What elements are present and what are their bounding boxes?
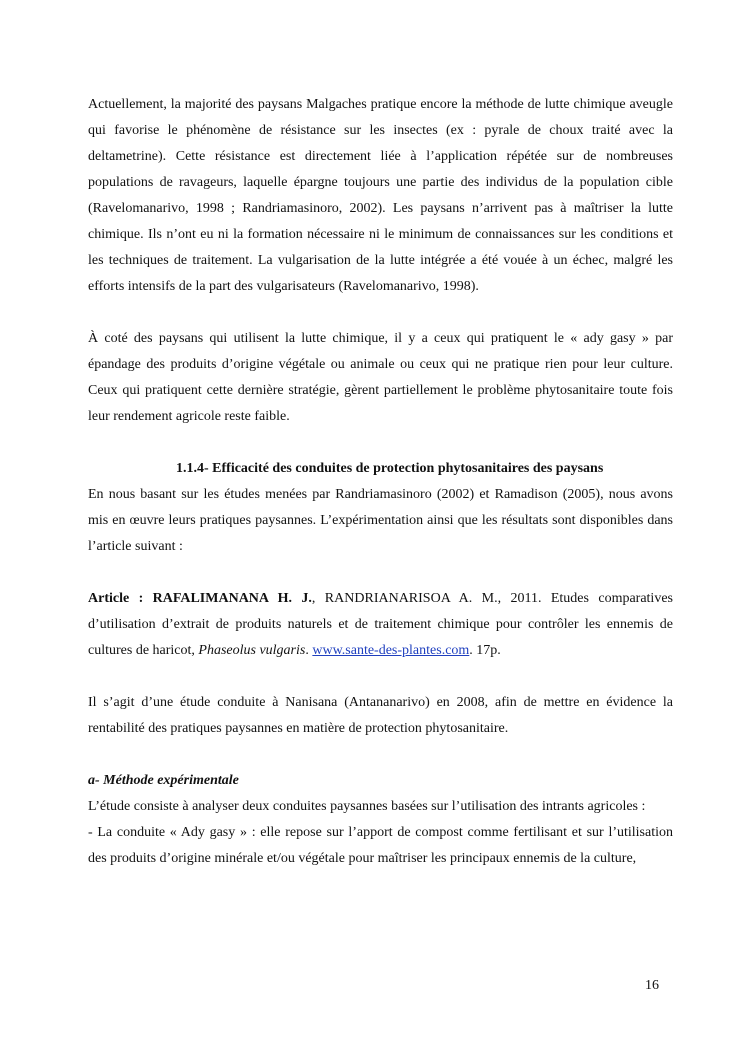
article-reference bbox=[88, 586, 673, 664]
article-text-2: . bbox=[305, 643, 313, 658]
paragraph-chemical-control: Actuellement, la majorité des paysans Malgaches pratique encore la méthode de lutte chimique aveugle qui favorise le phénomène de résistance sur les insectes (ex : pyrale de choux traité avec la deltametrine). Cette résistance est directement liée à l’application répétée sur de nombreuses populations de ravageurs, laquelle épargne toujours une partie des individus de la population cible (Ravelomanarivo, 1998 ; Randriamasinoro, 2002). Les paysans n’arrivent pas à maîtriser la lutte chimique. Ils n’ont eu ni la formation nécessaire ni le minimum de connaissances sur les conditions et les techniques de traitement. La vulgarisation de la lutte intégrée a été vouée à un échec, malgré les efforts intensifs de la part des vulgarisateurs (Ravelomanarivo, 1998). bbox=[88, 97, 673, 294]
article-species: Phaseolus vulgaris bbox=[198, 643, 306, 658]
spacer bbox=[88, 742, 673, 768]
spacer bbox=[88, 560, 673, 586]
article-text-3: . 17p. bbox=[469, 643, 501, 658]
paragraph-ady-gasy-conduct: - La conduite « Ady gasy » : elle repose sur l’apport de compost comme fertilisant et sur l’utilisation des produits d’origine minérale et/ou végétale pour maîtriser les principaux ennemis de la culture, bbox=[88, 825, 673, 866]
page-number: 16 bbox=[645, 978, 659, 993]
spacer bbox=[88, 664, 673, 690]
article-label: Article : RAFALIMANANA H. J. bbox=[88, 591, 312, 606]
paragraph-ady-gasy: À coté des paysans qui utilisent la lutte chimique, il y a ceux qui pratiquent le « ady gasy » par épandage des produits d’origine végétale ou animale ou ceux qui ne pratique rien pour leur culture. Ceux qui pratiquent cette dernière stratégie, gèrent partiellement le problème phytosanitaire toute fois leur rendement agricole reste faible. bbox=[88, 331, 673, 424]
section-heading: 1.1.4- Efficacité des conduites de protection phytosanitaires des paysans bbox=[176, 461, 604, 476]
paragraph-method: L’étude consiste à analyser deux conduites paysannes basées sur l’utilisation des intrants agricoles : bbox=[88, 799, 646, 814]
article-text-1: , RANDRIANARISOA A. M., 2011. Etudes comparatives d’utilisation d’extrait de produits naturels et de traitement chimique pour contrôler les ennemis de cultures de haricot, bbox=[88, 591, 673, 658]
subheading-method: a- Méthode expérimentale bbox=[88, 773, 239, 788]
spacer bbox=[88, 300, 673, 326]
document-page bbox=[88, 92, 673, 872]
paragraph-studies: En nous basant sur les études menées par Randriamasinoro (2002) et Ramadison (2005), nous avons mis en œuvre leurs pratiques paysannes. L’expérimentation ainsi que les résultats sont disponibles dans l’article suivant : bbox=[88, 487, 673, 554]
paragraph-study-location: Il s’agit d’une étude conduite à Nanisana (Antananarivo) en 2008, afin de mettre en évidence la rentabilité des pratiques paysannes en matière de protection phytosanitaire. bbox=[88, 695, 673, 736]
spacer bbox=[88, 430, 673, 456]
article-link[interactable]: www.sante-des-plantes.com bbox=[312, 643, 470, 658]
